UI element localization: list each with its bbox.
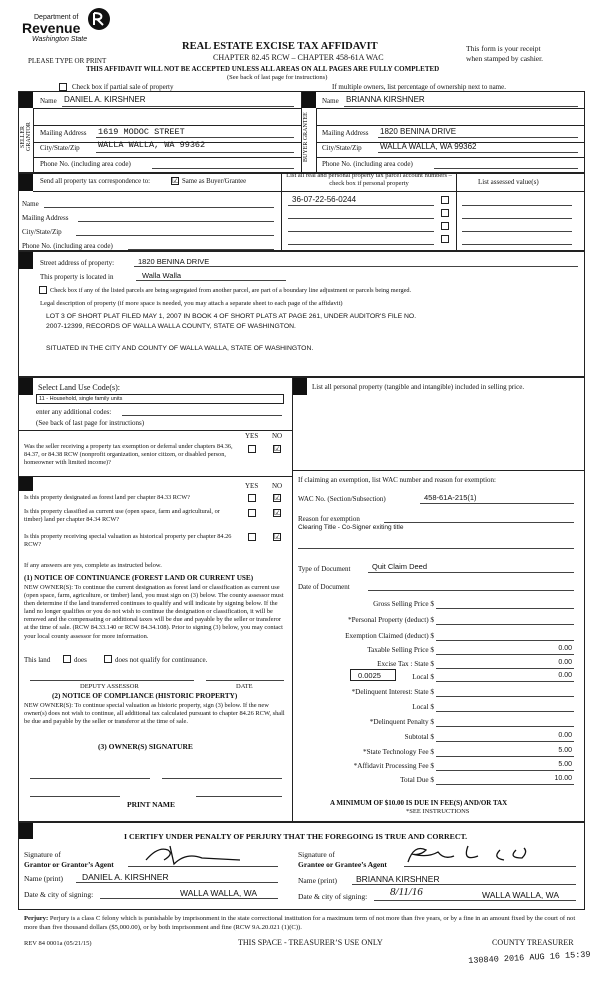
q3-yes-checkbox[interactable]	[248, 509, 256, 517]
no-header: NO	[272, 432, 283, 440]
yes-header: YES	[245, 432, 259, 440]
grantee-city-field[interactable]: WALLA WALLA, WA	[482, 890, 559, 900]
document-type-field[interactable]: Quit Claim Deed	[372, 562, 428, 571]
q4-yes-checkbox[interactable]	[248, 533, 256, 541]
q1-yes-checkbox[interactable]	[248, 445, 256, 453]
see-back-instructions: (See back of last page for instructions)	[227, 74, 328, 81]
no-header: NO	[272, 482, 283, 490]
assessed-header: List assessed value(s)	[478, 178, 539, 186]
document-date-label: Date of Document	[298, 583, 350, 591]
personal-property-label: List all personal property (tangible and intangible) included in selling price.	[312, 383, 525, 391]
notice1-title: (1) NOTICE OF CONTINUANCE (FOREST LAND OR CURRENT USE)	[24, 574, 254, 582]
wac-field[interactable]: 458-61A-215(1)	[424, 493, 477, 502]
does-not-qualify-checkbox[interactable]	[104, 655, 112, 663]
buyer-city-field[interactable]: WALLA WALLA, WA 99362	[380, 142, 477, 151]
calc-taxable-label: Taxable Selling Price $	[367, 646, 434, 654]
grantee-signature[interactable]	[404, 840, 554, 868]
section-marker	[19, 477, 33, 491]
located-in-field[interactable]: Walla Walla	[142, 271, 182, 280]
perjury-title: Perjury:	[24, 915, 49, 922]
calc-local-tax-value[interactable]: 0.00	[558, 672, 572, 679]
reason-label: Reason for exemption	[298, 515, 360, 523]
grantee-name-field[interactable]: BRIANNA KIRSHNER	[356, 874, 440, 884]
yes-header: YES	[245, 482, 259, 490]
calc-personal-label: *Personal Property (deduct) $	[347, 616, 434, 624]
calc-processing-fee-value[interactable]: 5.00	[558, 761, 572, 768]
land-use-label: Select Land Use Code(s):	[38, 383, 120, 392]
local-rate-value: 0.0025	[358, 671, 381, 680]
calc-interest-local-label: Local $	[412, 703, 434, 711]
buyer-phone-label: Phone No. (including area code)	[322, 160, 413, 168]
does-qualify-checkbox[interactable]	[63, 655, 71, 663]
calc-tech-fee-label: *State Technology Fee $	[362, 748, 434, 756]
calc-exemption-label: Exemption Claimed (deduct) $	[345, 632, 434, 640]
legal-line3[interactable]: SITUATED IN THE CITY AND COUNTY OF WALLA WALLA, STATE OF WASHINGTON.	[46, 345, 314, 352]
grantor-name-field[interactable]: DANIEL A. KIRSHNER	[82, 872, 169, 882]
document-type-label: Type of Document	[298, 565, 351, 573]
dept-line2: Revenue	[22, 20, 81, 36]
segregated-label: Check box if any of the listed parcels are being segregated from another parcel, are part of a boundary line adjustment or parcels being merged.	[50, 287, 412, 294]
seller-mailing-field[interactable]: 1619 MODOC STREET	[98, 127, 185, 137]
notice2-text: NEW OWNER(S): To continue special valuation as historic property, sign (3) below. If the new owner(s) does not wish to continue, all additional tax calculated pursuant to chapter 84.26 RCW, shall be due and payable by the seller or transferor at the time of sale.	[24, 702, 285, 726]
partial-sale-checkbox[interactable]	[59, 83, 67, 91]
calc-subtotal-label: Subtotal $	[404, 733, 434, 741]
owner-signature-label: (3) OWNER(S) SIGNATURE	[98, 742, 193, 751]
personal-property-checkbox[interactable]	[441, 235, 449, 243]
county-treasurer-label: COUNTY TREASURER	[492, 938, 574, 947]
notice2-title: (2) NOTICE OF COMPLIANCE (HISTORIC PROPERTY)	[52, 692, 238, 700]
q1-text: Was the seller receiving a property tax exemption or deferral under chapters 84.36, 84.37, or 84.38 RCW (nonprofit organization, senior citizen, or disabled person, homeowner with limited income)?	[24, 443, 233, 466]
form-chapter: CHAPTER 82.45 RCW – CHAPTER 458-61A WAC	[213, 53, 384, 62]
parcel-number-field[interactable]: 36-07-22-56-0244	[292, 195, 357, 204]
segregated-checkbox[interactable]	[39, 286, 47, 294]
q3-no-checkbox[interactable]: ☑	[274, 508, 282, 517]
buyer-mailing-label: Mailing Address	[322, 129, 369, 137]
legal-line1[interactable]: LOT 3 OF SHORT PLAT FILED MAY 1, 2007 IN BOOK 4 OF SHORT PLATS AT PAGE 261, UNDER AUDITOR'S FILE NO.	[46, 313, 417, 320]
buyer-side-label: BUYER GRANTEE	[303, 112, 309, 162]
treasurer-stamp: 130840 2016 AUG 16 15:39	[468, 949, 591, 966]
calc-total-label: Total Due $	[400, 776, 434, 784]
grantor-signature[interactable]	[140, 842, 250, 866]
revenue-seal-icon	[86, 6, 112, 32]
same-as-buyer-label: Same as Buyer/Grantee	[182, 178, 247, 185]
print-name-label: PRINT NAME	[127, 800, 175, 809]
buyer-name-label: Name	[322, 97, 339, 105]
corr-phone-label: Phone No. (including area code)	[22, 242, 113, 250]
q1-no-checkbox[interactable]: ☑	[274, 444, 282, 453]
personal-property-checkbox[interactable]	[441, 196, 449, 204]
street-address-field[interactable]: 1820 BENINA DRIVE	[138, 257, 210, 266]
warning-banner: THIS AFFIDAVIT WILL NOT BE ACCEPTED UNLESS ALL AREAS ON ALL PAGES ARE FULLY COMPLETED	[86, 65, 440, 73]
calc-tech-fee-value[interactable]: 5.00	[558, 747, 572, 754]
calc-local-tax-label: Local $	[412, 673, 434, 681]
calc-penalty-label: *Delinquent Penalty $	[369, 718, 434, 726]
buyer-name-field[interactable]: BRIANNA KIRSHNER	[346, 95, 425, 104]
additional-codes-label: enter any additional codes:	[36, 408, 112, 416]
seller-side-label: SELLER GRANTOR	[20, 122, 32, 152]
grantee-agent-label: Grantee or Grantee’s Agent	[298, 860, 387, 869]
perjury-note	[24, 914, 582, 932]
wac-label: WAC No. (Section/Subsection)	[298, 495, 386, 503]
seller-name-label: Name	[40, 97, 57, 105]
perjury-text: Perjury is a class C felony which is punishable by imprisonment in the state correctional institution for a maximum term of not more than five years, or by a fine in an amount fixed by the court of not more than five thousand dollars ($5,000.00), or by both imprisonment and fine (RCW 9A.20.021 (1)(C)).	[24, 915, 576, 931]
section-marker	[19, 252, 33, 269]
notice1-text: NEW OWNER(S): To continue the current designation as forest land or classification as current use (open space, farm, agriculture, or timber) land, you must sign on (3) below. The county assessor must then determine if the land transferred continues to qualify and will indicate by signing below. If the land no longer qualifies or you do not wish to continue the designation or classification, it will be removed and the compensating or additional taxes will be due and payable by the seller or transferor at the time of sale. (RCW 84.33.140 or RCW 84.34.108). Prior to signing (3) below, you may contact your local county assessor for more information.	[24, 584, 284, 640]
this-land-label: This land	[24, 656, 51, 664]
calc-state-tax-label: Excise Tax : State $	[377, 660, 434, 668]
section-marker	[19, 174, 33, 191]
treasurer-use-note: THIS SPACE - TREASURER’S USE ONLY	[238, 938, 383, 947]
reason-field[interactable]: Clearing Title - Co-Signer exiting title	[298, 524, 404, 531]
grantee-name-label: Name (print)	[298, 876, 337, 885]
form-title: REAL ESTATE EXCISE TAX AFFIDAVIT	[182, 41, 378, 52]
seller-city-label: City/State/Zip	[40, 144, 80, 152]
land-use-value: 11 - Household, single family units	[39, 396, 123, 402]
calc-interest-state-label: *Delinquent Interest: State $	[351, 688, 434, 696]
calc-state-tax-value[interactable]: 0.00	[558, 659, 572, 666]
multiple-owners-note: If multiple owners, list percentage of ownership next to name.	[332, 83, 506, 91]
q4-no-checkbox[interactable]: ☑	[274, 532, 282, 541]
section-marker	[19, 92, 33, 108]
receipt-line1: This form is your receipt	[466, 44, 541, 53]
corr-name-label: Name	[22, 200, 39, 208]
minimum-due-note: A MINIMUM OF $10.00 IS DUE IN FEE(S) AND/OR TAX	[330, 799, 508, 807]
land-use-select[interactable]	[36, 394, 284, 404]
buyer-city-label: City/State/Zip	[322, 144, 362, 152]
does-label: does	[74, 656, 87, 664]
receipt-line2: when stamped by cashier.	[466, 54, 544, 63]
section-marker	[293, 378, 307, 395]
q4-text: Is this property receiving special valuation as historical property per chapter 84.26 RCW?	[24, 533, 232, 548]
seller-phone-label: Phone No. (including area code)	[40, 160, 131, 168]
grantee-date-city-label: Date & city of signing:	[298, 892, 368, 901]
calc-gross-label: Gross Selling Price $	[373, 600, 434, 608]
section-marker	[19, 823, 33, 839]
parcel-header: List all real and personal property tax parcel account numbers – check box if personal property	[286, 172, 452, 187]
grantee-date-field[interactable]: 8/11/16	[390, 886, 423, 898]
send-correspondence-label: Send all property tax correspondence to:	[40, 178, 151, 185]
calc-processing-fee-label: *Affidavit Processing Fee $	[353, 762, 434, 770]
located-in-label: This property is located in	[40, 273, 114, 281]
if-yes-note: If any answers are yes, complete as instructed below.	[24, 562, 162, 569]
buyer-mailing-field[interactable]: 1820 BENINA DRIVE	[380, 127, 457, 136]
type-or-print: PLEASE TYPE OR PRINT	[28, 57, 107, 65]
same-as-buyer-checkbox[interactable]: ☑	[172, 176, 180, 185]
calc-total-value[interactable]: 10.00	[554, 775, 572, 782]
q2-text: Is this property designated as forest land per chapter 84.33 RCW?	[24, 494, 190, 501]
legal-description-label: Legal description of property (if more space is needed, you may attach a separate sheet to each page of the affidavit)	[40, 300, 343, 307]
legal-line2[interactable]: 2007-12399, RECORDS OF WALLA WALLA COUNTY, STATE OF WASHINGTON.	[46, 323, 296, 330]
grantor-agent-label: Grantor or Grantor’s Agent	[24, 860, 114, 869]
personal-property-checkbox[interactable]	[441, 209, 449, 217]
certify-statement: I CERTIFY UNDER PENALTY OF PERJURY THAT THE FOREGOING IS TRUE AND CORRECT.	[124, 832, 468, 841]
grantor-date-city-label: Date & city of signing:	[24, 890, 94, 899]
q3-text: Is this property classified as current use (open space, farm and agricultural, or timber) land per chapter 84.34 RCW?	[24, 508, 220, 523]
seller-mailing-label: Mailing Address	[40, 129, 87, 137]
dept-line3: Washington State	[32, 36, 88, 43]
land-use-see-back: (See back of last page for instructions)	[36, 419, 145, 427]
deputy-assessor-label: DEPUTY ASSESSOR	[80, 683, 139, 690]
corr-mailing-label: Mailing Address	[22, 214, 69, 222]
calc-subtotal-value[interactable]: 0.00	[558, 732, 572, 739]
form-revision: REV 84 0001a (05/21/15)	[24, 940, 92, 947]
calc-taxable-value[interactable]: 0.00	[558, 645, 572, 652]
exemption-claim-label: If claiming an exemption, list WAC number and reason for exemption:	[298, 476, 496, 484]
seller-city-field[interactable]: WALLA WALLA, WA 99362	[98, 140, 206, 150]
does-not-label: does not qualify for continuance.	[115, 656, 208, 664]
grantor-name-label: Name (print)	[24, 874, 63, 883]
see-instructions-note: *SEE INSTRUCTIONS	[406, 808, 470, 815]
section-marker	[302, 92, 316, 108]
dept-line1: Department of	[34, 14, 79, 21]
personal-property-checkbox[interactable]	[441, 222, 449, 230]
grantor-sig-label: Signature of	[24, 850, 61, 859]
corr-city-label: City/State/Zip	[22, 228, 62, 236]
section-marker	[19, 378, 33, 395]
grantee-sig-label: Signature of	[298, 850, 335, 859]
seller-name-field[interactable]: DANIEL A. KIRSHNER	[64, 95, 146, 104]
q2-yes-checkbox[interactable]	[248, 494, 256, 502]
deputy-date-label: DATE	[236, 683, 253, 690]
q2-no-checkbox[interactable]: ☑	[274, 493, 282, 502]
partial-sale-label: Check box if partial sale of property	[72, 83, 174, 91]
street-address-label: Street address of property:	[40, 259, 115, 267]
grantor-city-field[interactable]: WALLA WALLA, WA	[180, 888, 257, 898]
